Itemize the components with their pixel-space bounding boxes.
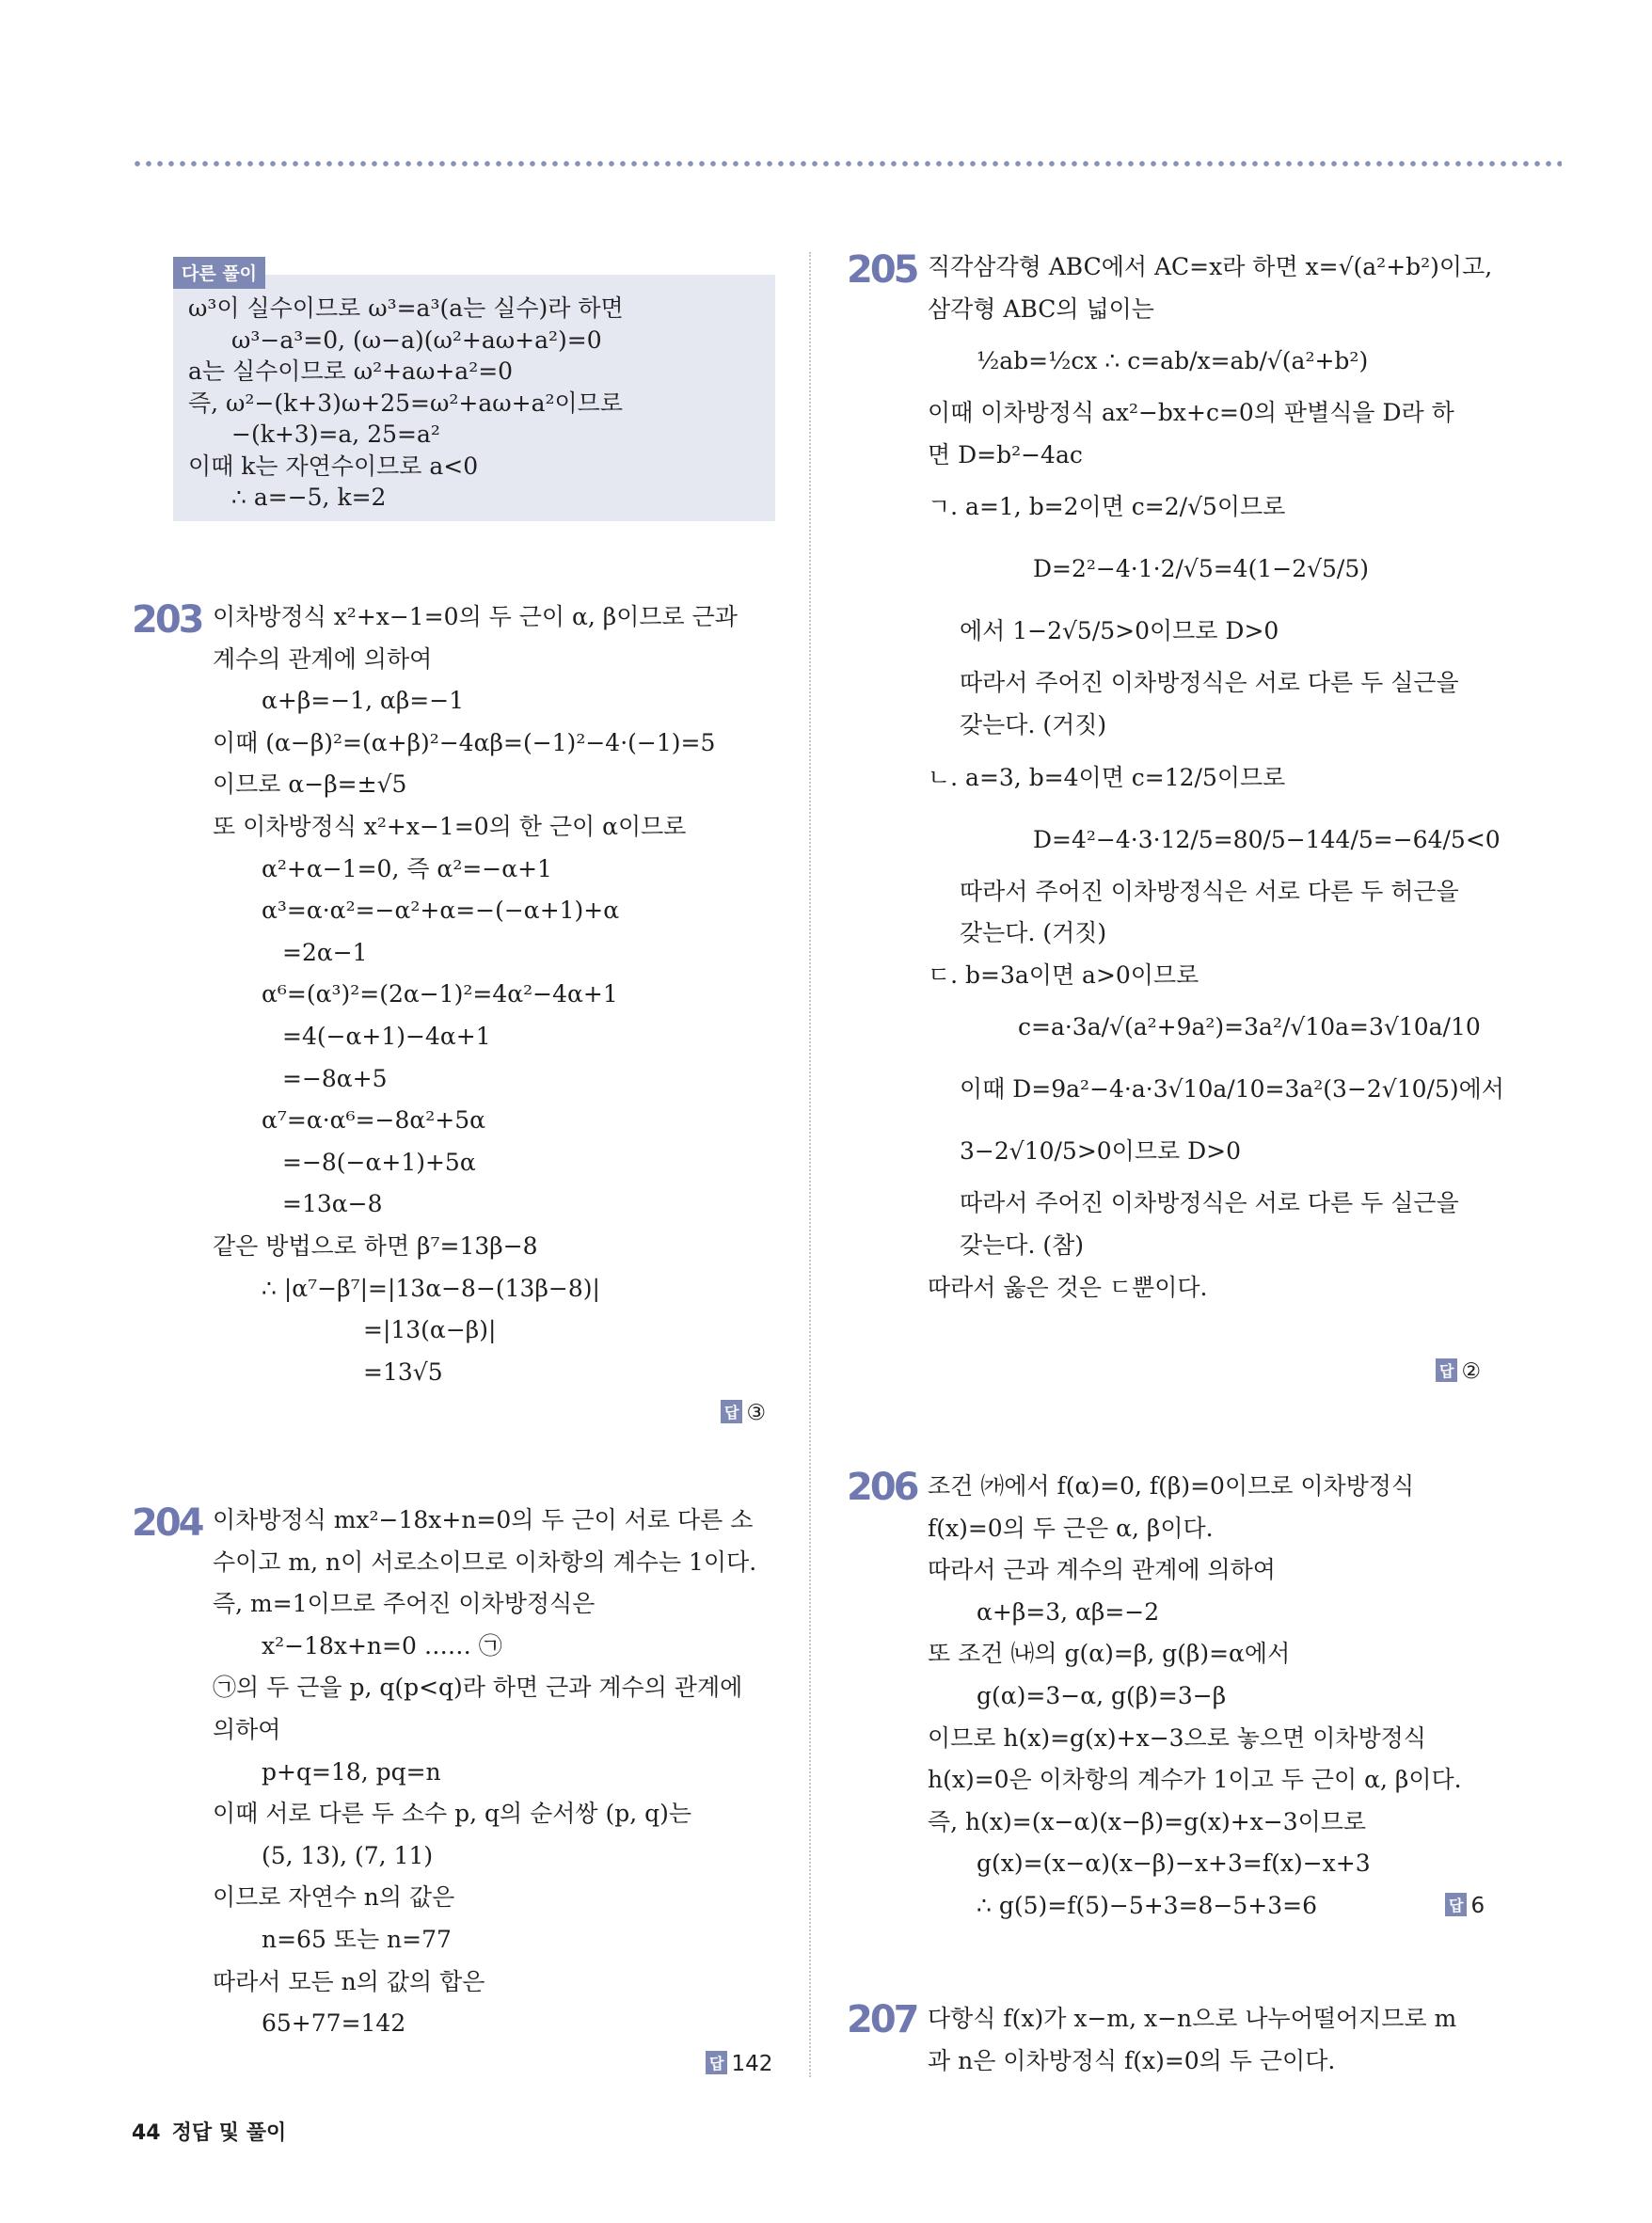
solution-line: ㄱ. a=1, b=2이면 c=2/√5이므로 — [928, 493, 1286, 521]
solution-line: 따라서 모든 n의 값의 합은 — [213, 1967, 485, 1995]
alt-line: ω³이 실수이므로 ω³=a³(a는 실수)라 하면 — [188, 294, 624, 322]
top-dotted-rule — [132, 160, 1562, 167]
solution-line: ㄴ. a=3, b=4이면 c=12/5이므로 — [928, 763, 1286, 791]
page-footer — [132, 2117, 286, 2146]
solution-line: x²−18x+n=0 …… ㉠ — [262, 1631, 502, 1659]
answer-value: 6 — [1470, 1894, 1485, 1918]
solution-line: f(x)=0의 두 근은 α, β이다. — [928, 1514, 1214, 1542]
alt-line: 이때 k는 자연수이므로 a<0 — [188, 452, 479, 480]
solution-line: 면 D=b²−4ac — [928, 440, 1083, 468]
solution-line: α³=α·α²=−α²+α=−(−α+1)+α — [262, 897, 620, 925]
answer-value: ③ — [746, 1401, 767, 1425]
solution-line: 갖는다. (거짓) — [960, 919, 1107, 947]
solution-line: ∴ |α⁷−β⁷|=|13α−8−(13β−8)| — [262, 1274, 600, 1302]
solution-line: 이차방정식 mx²−18x+n=0의 두 근이 서로 다른 소 — [213, 1506, 754, 1533]
problem-number-205: 205 — [847, 248, 917, 292]
problem-number-206: 206 — [847, 1466, 917, 1509]
solution-line: 이므로 h(x)=g(x)+x−3으로 놓으면 이차방정식 — [928, 1723, 1426, 1752]
solution-line: 의하여 — [213, 1715, 281, 1743]
solution-line: n=65 또는 n=77 — [262, 1925, 452, 1953]
solution-line: h(x)=0은 이차항의 계수가 1이고 두 근이 α, β이다. — [928, 1766, 1462, 1794]
solution-line: 즉, m=1이므로 주어진 이차방정식은 — [213, 1590, 596, 1618]
answer-badge: 답 — [1436, 1358, 1457, 1382]
solution-line: 이때 서로 다른 두 소수 p, q의 순서쌍 (p, q)는 — [213, 1800, 692, 1828]
alt-line: 즉, ω²−(k+3)ω+25=ω²+aω+a²이므로 — [188, 389, 623, 417]
solution-line: =−8(−α+1)+5α — [282, 1148, 476, 1176]
solution-line: c=a·3a/√(a²+9a²)=3a²/√10a=3√10a/10 — [1018, 1013, 1481, 1041]
solution-line: 계수의 관계에 의하여 — [213, 644, 433, 673]
solution-203 — [213, 596, 871, 1393]
alt-line: a는 실수이므로 ω²+aω+a²=0 — [188, 357, 514, 385]
solution-line: ㄷ. b=3a이면 a>0이므로 — [928, 961, 1199, 989]
solution-line: 이때 (α−β)²=(α+β)²−4αβ=(−1)²−4·(−1)=5 — [213, 728, 716, 756]
answer-203 — [721, 1400, 766, 1425]
answer-value: 142 — [731, 2052, 773, 2076]
solution-line: 또 이차방정식 x²+x−1=0의 한 근이 α이므로 — [213, 812, 687, 840]
problem-number-207: 207 — [847, 1998, 917, 2041]
solution-line: 따라서 옳은 것은 ㄷ뿐이다. — [928, 1273, 1208, 1301]
solution-line: ½ab=½cx ∴ c=ab/x=ab/√(a²+b²) — [977, 347, 1369, 375]
solution-line: (5, 13), (7, 11) — [262, 1841, 434, 1869]
solution-206 — [928, 1466, 1567, 1928]
solution-line: 다항식 f(x)가 x−m, x−n으로 나누어떨어지므로 m — [928, 2005, 1457, 2032]
alt-solution-tag: 다른 풀이 — [173, 257, 265, 289]
solution-line: 수이고 m, n이 서로소이므로 이차항의 계수는 1이다. — [213, 1548, 757, 1576]
solution-line: D=4²−4·3·12/5=80/5−144/5=−64/5<0 — [1033, 825, 1501, 853]
solution-line: 따라서 근과 계수의 관계에 의하여 — [928, 1556, 1276, 1584]
alt-solution-body — [188, 288, 771, 509]
solution-204 — [213, 1500, 871, 2045]
answer-badge: 답 — [721, 1400, 742, 1423]
solution-line: 이차방정식 x²+x−1=0의 두 근이 α, β이므로 근과 — [213, 603, 738, 630]
solution-line: 즉, h(x)=(x−α)(x−β)=g(x)+x−3이므로 — [928, 1807, 1367, 1835]
solution-205 — [928, 246, 1567, 1309]
alt-line: −(k+3)=a, 25=a² — [231, 421, 440, 448]
solution-line: g(x)=(x−α)(x−β)−x+3=f(x)−x+3 — [977, 1850, 1371, 1878]
solution-line: 갖는다. (거짓) — [960, 710, 1107, 738]
solution-line: 삼각형 ABC의 넓이는 — [928, 294, 1154, 323]
solution-line: 또 조건 ㈏의 g(α)=β, g(β)=α에서 — [928, 1640, 1291, 1668]
solution-line: α²+α−1=0, 즉 α²=−α+1 — [262, 854, 552, 882]
footer-label: 정답 및 풀이 — [171, 2121, 287, 2145]
solution-line: 따라서 주어진 이차방정식은 서로 다른 두 허근을 — [960, 877, 1459, 905]
solution-line: g(α)=3−α, g(β)=3−β — [977, 1681, 1227, 1709]
solution-line: ∴ g(5)=f(5)−5+3=8−5+3=6 — [977, 1891, 1317, 1919]
solution-line: 같은 방법으로 하면 β⁷=13β−8 — [213, 1231, 538, 1260]
answer-badge: 답 — [706, 2051, 727, 2074]
solution-line: =−8α+5 — [282, 1064, 388, 1092]
answer-badge: 답 — [1445, 1893, 1467, 1916]
answer-204 — [706, 2051, 772, 2076]
answer-206 — [1445, 1893, 1485, 1918]
solution-line: α+β=3, αβ=−2 — [977, 1597, 1160, 1626]
answer-205 — [1436, 1358, 1481, 1384]
problem-number-204: 204 — [132, 1501, 202, 1545]
solution-line: 과 n은 이차방정식 f(x)=0의 두 근이다. — [928, 2046, 1336, 2074]
solution-line: 이므로 자연수 n의 값은 — [213, 1883, 455, 1912]
answer-value: ② — [1461, 1359, 1482, 1384]
solution-line: 3−2√10/5>0이므로 D>0 — [960, 1137, 1241, 1166]
solution-line: α⁷=α·α⁶=−8α²+5α — [262, 1106, 486, 1135]
solution-line: D=2²−4·1·2/√5=4(1−2√5/5) — [1033, 555, 1370, 583]
solution-line: ㉠의 두 근을 p, q(p<q)라 하면 근과 계수의 관계에 — [213, 1674, 743, 1702]
page-number: 44 — [132, 2121, 161, 2145]
solution-line: =13α−8 — [282, 1190, 383, 1218]
solution-line: 에서 1−2√5/5>0이므로 D>0 — [960, 617, 1279, 645]
solution-line: 조건 ㈎에서 f(α)=0, f(β)=0이므로 이차방정식 — [928, 1472, 1415, 1500]
alt-line: ω³−a³=0, (ω−a)(ω²+aω+a²)=0 — [231, 326, 602, 354]
solution-line: 따라서 주어진 이차방정식은 서로 다른 두 실근을 — [960, 669, 1459, 697]
solution-line: p+q=18, pq=n — [262, 1757, 441, 1786]
solution-line: 이므로 α−β=±√5 — [213, 770, 407, 799]
solution-line: 갖는다. (참) — [960, 1231, 1085, 1259]
solution-line: =4(−α+1)−4α+1 — [282, 1022, 491, 1050]
solution-line: =|13(α−β)| — [363, 1316, 497, 1344]
solution-line: 직각삼각형 ABC에서 AC=x라 하면 x=√(a²+b²)이고, — [928, 253, 1493, 280]
problem-number-203: 203 — [132, 598, 202, 642]
solution-207 — [928, 1998, 1567, 2082]
solution-line: 이때 D=9a²−4·a·3√10a/10=3a²(3−2√10/5)에서 — [960, 1075, 1504, 1104]
solution-line: =13√5 — [363, 1358, 443, 1386]
solution-line: 따라서 주어진 이차방정식은 서로 다른 두 실근을 — [960, 1189, 1459, 1217]
solution-line: 이때 이차방정식 ax²−bx+c=0의 판별식을 D라 하 — [928, 399, 1454, 427]
alt-line: ∴ a=−5, k=2 — [231, 484, 387, 511]
solution-line: =2α−1 — [282, 938, 368, 966]
solution-line: 65+77=142 — [262, 2009, 406, 2038]
solution-line: α⁶=(α³)²=(2α−1)²=4α²−4α+1 — [262, 980, 618, 1008]
solution-line: α+β=−1, αβ=−1 — [262, 687, 465, 715]
